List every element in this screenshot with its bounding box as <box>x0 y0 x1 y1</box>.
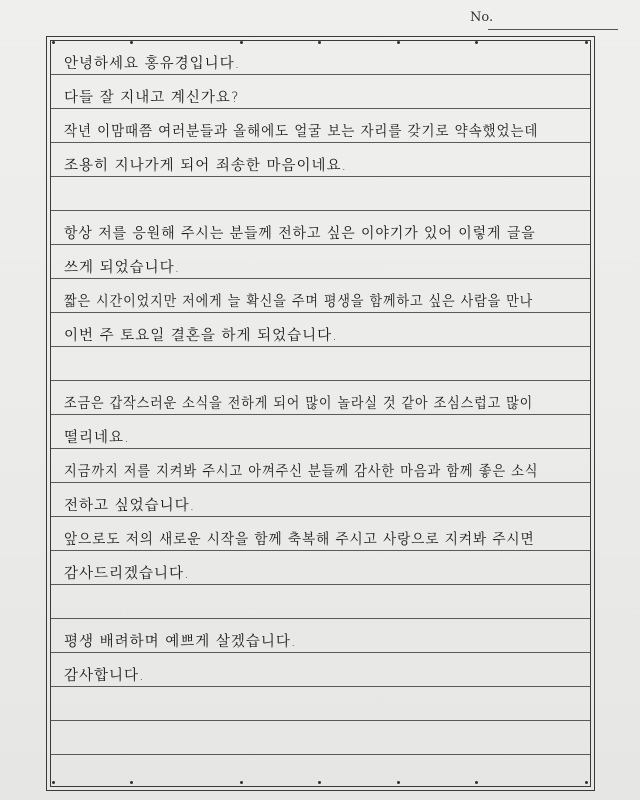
ruled-line <box>51 244 590 245</box>
ruled-line <box>51 448 590 449</box>
ruled-line <box>51 584 590 585</box>
letter-line-6: 항상 저를 응원해 주시는 분들께 전하고 싶은 이야기가 있어 이렇게 글을 <box>64 226 536 242</box>
ruled-line <box>51 278 590 279</box>
ruled-line <box>51 142 590 143</box>
letter-line-11: 조금은 갑작스러운 소식을 전하게 되어 많이 놀라실 것 같아 조심스럽고 많이 <box>64 396 534 412</box>
letter-line-13: 지금까지 저를 지켜봐 주시고 아껴주신 분들께 감사한 마음과 함께 좋은 소식 <box>64 464 539 480</box>
letter-line-18: 평생 배려하며 예쁘게 살겠습니다. <box>64 634 297 650</box>
page-number-label: No. <box>470 10 494 25</box>
letter-line-9: 이번 주 토요일 결혼을 하게 되었습니다. <box>64 328 338 344</box>
letter-line-3: 작년 이맘때쯤 여러분들과 올해에도 얼굴 보는 자리를 갖기로 약속했었는데 <box>64 124 539 140</box>
letter-line-19: 감사합니다. <box>64 668 145 684</box>
ruled-line <box>51 312 590 313</box>
letter-line-2: 다들 잘 지내고 계신가요? <box>64 90 240 106</box>
letter-line-15: 앞으로도 저의 새로운 시작을 함께 축복해 주시고 사랑으로 지켜봐 주시면 <box>64 532 535 548</box>
ruled-line <box>51 754 590 755</box>
page-number-line <box>488 29 618 30</box>
ruled-line <box>51 720 590 721</box>
ruled-line <box>51 652 590 653</box>
ruled-line <box>51 516 590 517</box>
ruled-line <box>51 414 590 415</box>
ruled-line <box>51 380 590 381</box>
ruled-line <box>51 618 590 619</box>
letter-line-12: 떨리네요. <box>64 430 130 446</box>
ruled-line <box>51 108 590 109</box>
ruled-line <box>51 346 590 347</box>
ruled-line <box>51 176 590 177</box>
letter-line-1: 안녕하세요 홍유경입니다. <box>64 56 241 72</box>
ruled-line <box>51 74 590 75</box>
letter-line-14: 전하고 싶었습니다. <box>64 498 196 514</box>
letter-line-4: 조용히 지나가게 되어 죄송한 마음이네요. <box>64 158 348 174</box>
letter-line-7: 쓰게 되었습니다. <box>64 260 181 276</box>
ruled-line <box>51 210 590 211</box>
letter-line-16: 감사드리겠습니다. <box>64 566 190 582</box>
ruled-line <box>51 482 590 483</box>
ruled-line <box>51 550 590 551</box>
ruled-line <box>51 686 590 687</box>
letter-line-8: 짧은 시간이었지만 저에게 늘 확신을 주며 평생을 함께하고 싶은 사람을 만나 <box>64 294 534 310</box>
